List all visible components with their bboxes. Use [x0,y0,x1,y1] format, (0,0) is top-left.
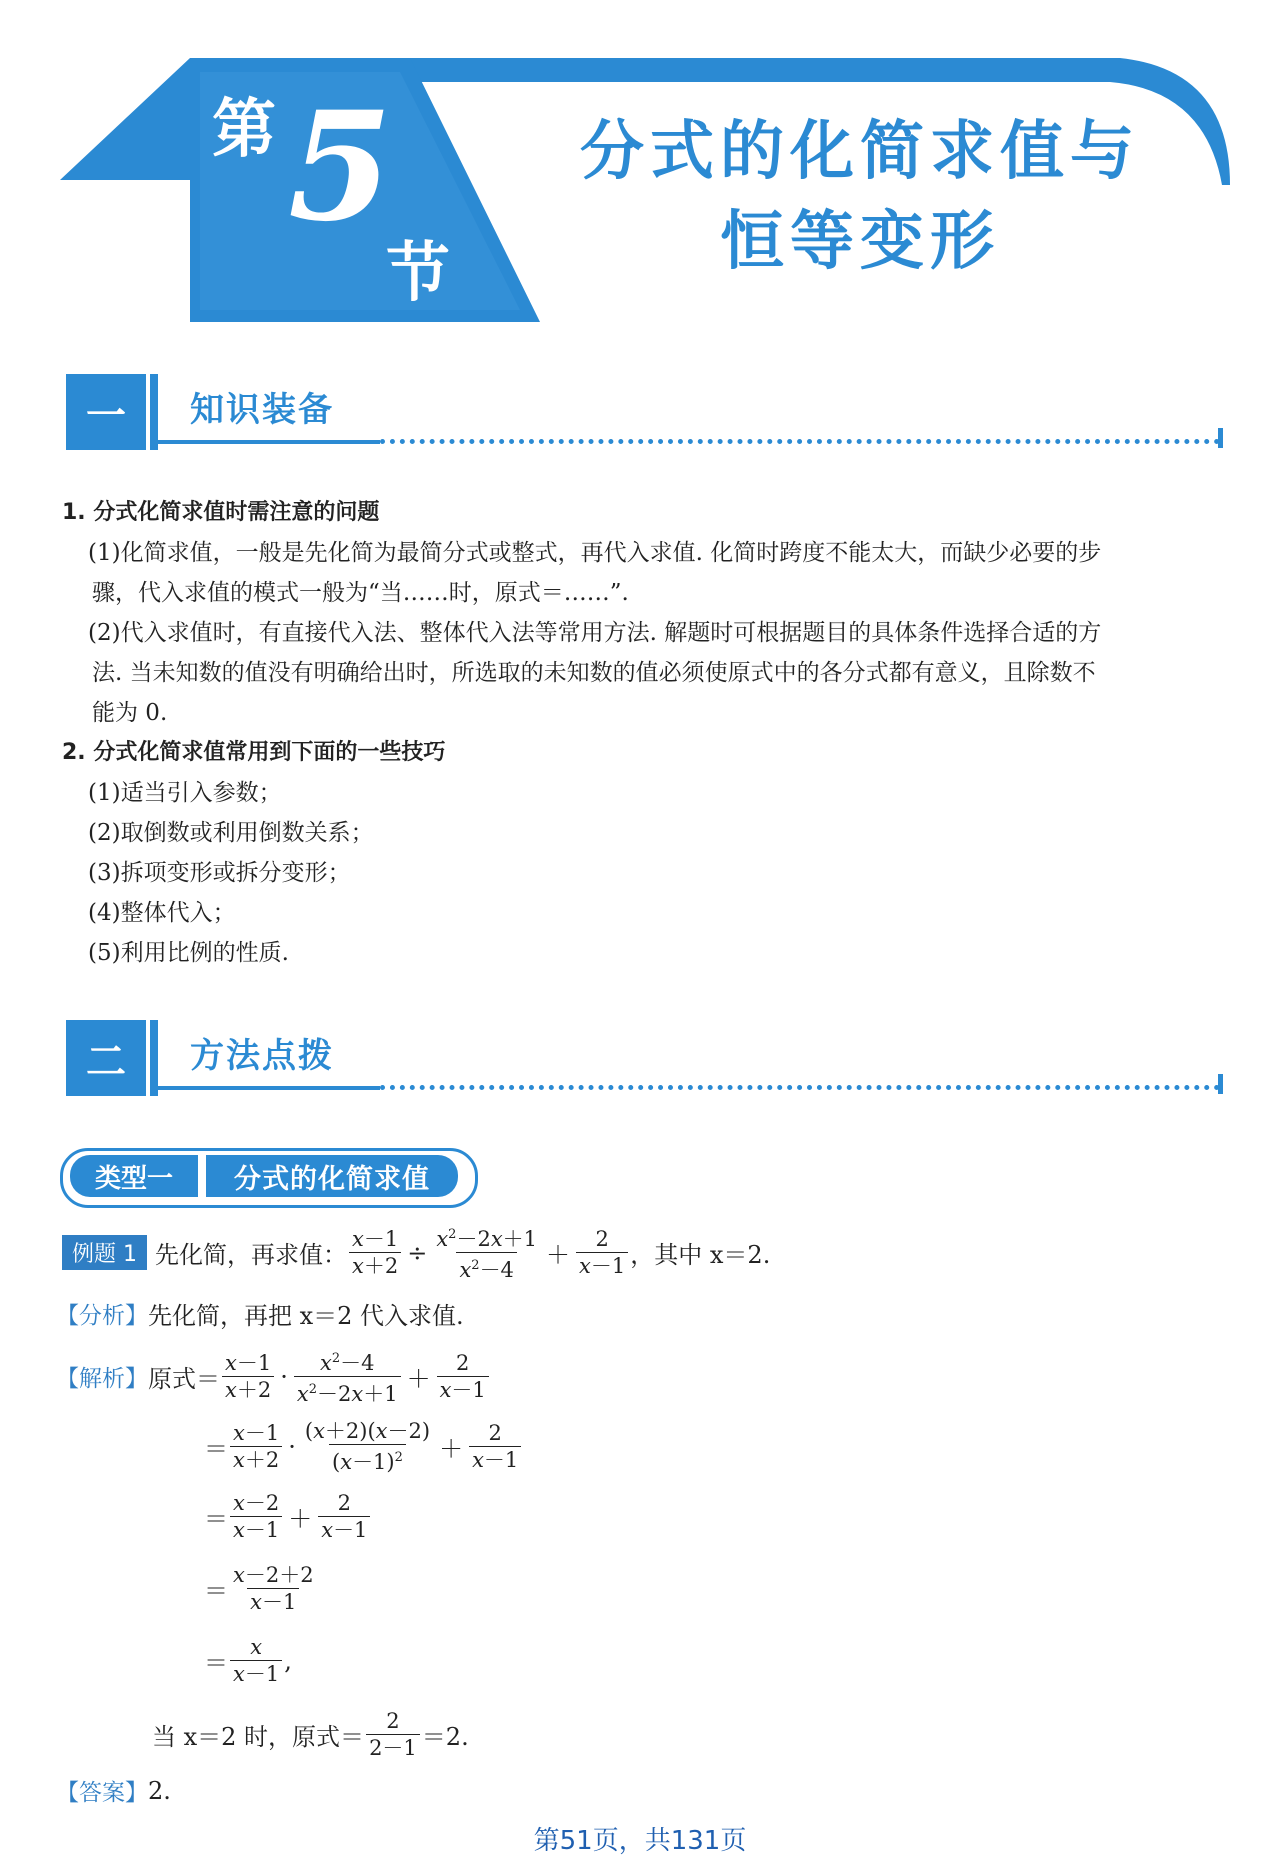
math-fraction: $\frac{x-1}{x+2}$ [230,1420,282,1473]
math-fraction: $\frac{x^2-2x+1}{x^2-4}$ [436,1227,538,1282]
math-operator: ÷ [407,1238,428,1267]
kb-line: 1. 分式化简求值时需注意的问题 [62,500,380,525]
example-prompt: 先化简，再求值： [155,1241,347,1269]
kb-line: (4)整体代入； [88,900,236,926]
analysis-tag: 【分析】 [56,1303,148,1329]
section-dotted-rule [380,1085,1220,1090]
section-rule-end [1218,428,1223,448]
page-indicator: 第51页，共131页 [533,1826,747,1856]
solution-line-2 [204,1418,523,1475]
math-operator: ＋ [546,1241,571,1269]
math-fraction: $\frac{2}{x-1}$ [437,1350,489,1403]
kb-line: (5)利用比例的性质. [88,940,289,966]
math-comma: , [284,1646,292,1675]
knowledge-body [62,496,1238,970]
math-fraction: $\frac{x-2+2}{x-1}$ [233,1563,314,1614]
math-equals: ＝ [204,1505,228,1533]
example-condition: ，其中 x＝2. [630,1241,771,1269]
math-fraction: $\frac{x-2}{x-1}$ [230,1490,282,1543]
solution-line-5 [204,1634,292,1687]
math-operator: · [288,1432,296,1461]
kb-line: 2. 分式化简求值常用到下面的一些技巧 [62,740,446,765]
math-fraction: $\frac{2}{2-1}$ [366,1708,420,1761]
answer-tag: 【答案】 [56,1780,148,1806]
section-suffix: 节 [386,237,450,311]
answer-line [56,1774,171,1807]
solution-tag: 【解析】 [56,1366,148,1392]
math-operator: ＋ [406,1365,431,1393]
kb-line: (2)取倒数或利用倒数关系； [88,820,374,846]
section-header-methods [66,1020,1236,1110]
math-fraction: $\frac{2}{x-1}$ [469,1420,521,1473]
math-fraction: $\frac{2}{x-1}$ [318,1490,370,1543]
math-fraction: $\frac{2}{x-1}$ [576,1226,628,1279]
section-underline [158,440,380,444]
solution-substitution [152,1708,469,1761]
section-title: 方法点拨 [190,1036,334,1076]
kb-line: 法. 当未知数的值没有明确给出时，所选取的未知数的值必须使原式中的各分式都有意义，且除数不 [92,660,1096,686]
chapter-title-line1: 分式的化简求值与 [580,115,1140,189]
section-number: 5 [288,79,393,255]
math-equals: ＝ [204,1435,228,1463]
pill-type-label: 类型一 [70,1155,198,1197]
math-operator: · [280,1362,288,1391]
math-fraction: $\frac{x-1}{x+2}$ [349,1226,401,1279]
kb-line: (2)代入求值时，有直接代入法、整体代入法等常用方法. 解题时可根据题目的具体条件选择合适的方 [88,620,1102,646]
analysis-text: 先化简，再把 x＝2 代入求值. [148,1302,464,1330]
math-equals: ＝ [204,1649,228,1677]
math-fraction: $\frac{x-1}{x+2}$ [222,1350,274,1403]
kb-line: 能为 0. [92,700,168,726]
solution-line-4 [204,1562,319,1615]
solution-line-1 [56,1346,491,1407]
answer-text: 2. [148,1776,171,1805]
kb-line: (1)化简求值，一般是先化简为最简分式或整式，再代入求值. 化简时跨度不能太大，而缺少必要的步 [88,540,1102,566]
example-prompt-line [62,1222,770,1283]
section-prefix: 第 [212,93,276,167]
kb-line: 骤，代入求值的模式一般为“当……时，原式＝……”. [92,580,629,606]
section-rule-end [1218,1074,1223,1094]
math-operator: ＋ [288,1505,313,1533]
when-result: ＝2. [421,1723,469,1751]
section-badge: 一 [66,374,146,450]
section-title: 知识装备 [190,390,334,430]
kb-line: (3)拆项变形或拆分变形； [88,860,351,886]
solution-start: 原式＝ [148,1365,220,1393]
solution-line-3 [204,1490,372,1543]
when-text: 当 x＝2 时，原式＝ [152,1723,365,1751]
analysis-line [56,1296,464,1331]
math-equals: ＝ [204,1577,228,1605]
section-header-knowledge [66,374,1236,464]
math-operator: ＋ [439,1435,464,1463]
section-badge: 二 [66,1020,146,1096]
section-underline [158,1086,380,1090]
example-badge: 例题 1 [62,1235,147,1270]
math-fraction: $\frac{x^2-4}{x^2-2x+1}$ [294,1346,401,1407]
section-dotted-rule [380,439,1220,444]
chapter-title-line2: 恒等变形 [720,205,1000,279]
section-bar [150,374,158,450]
section-bar [150,1020,158,1096]
type-pill [60,1148,476,1206]
math-fraction: $\frac{(x+2)(x-2)}{(x-1)^2}$ [304,1419,431,1474]
kb-line: (1)适当引入参数； [88,780,282,806]
math-fraction: $\frac{x}{x-1}$ [230,1634,282,1687]
pill-type-title: 分式的化简求值 [206,1155,458,1197]
